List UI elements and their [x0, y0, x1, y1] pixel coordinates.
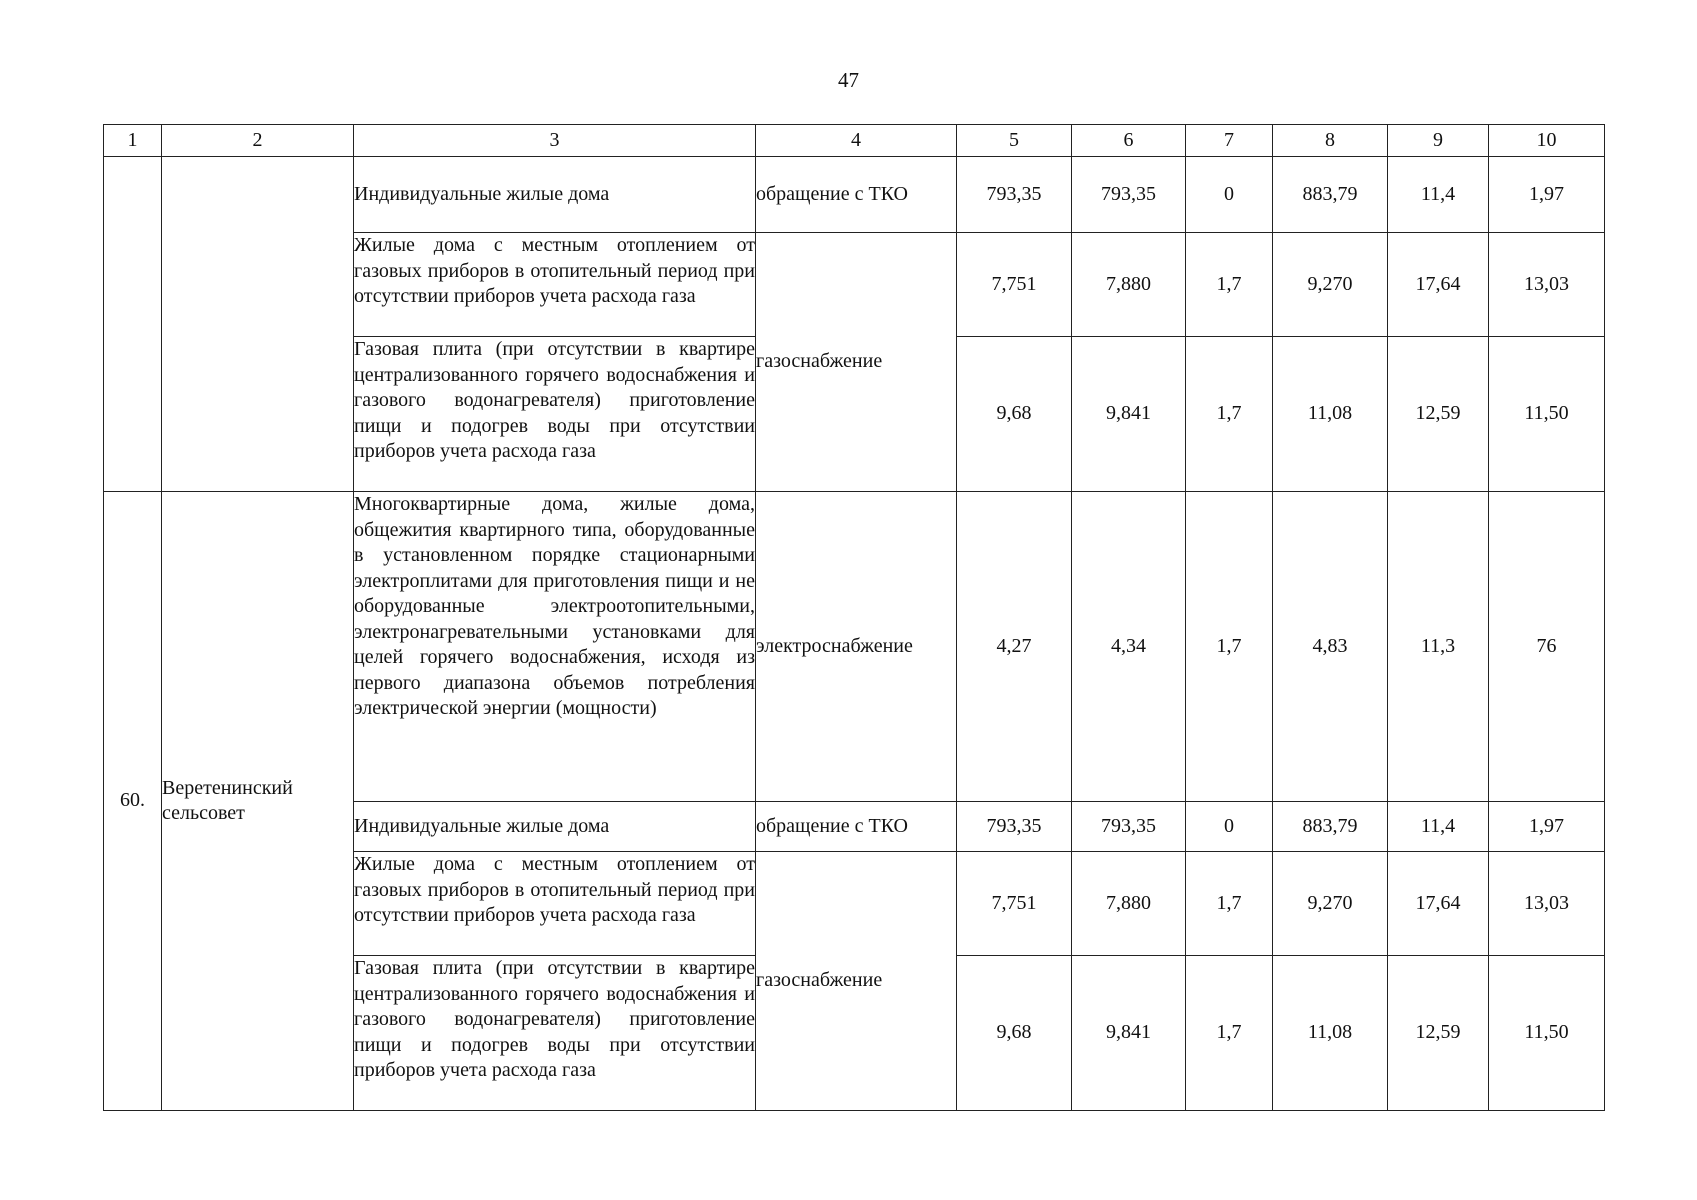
header-col-8: 8: [1273, 125, 1388, 157]
value-cell-col10: 76: [1489, 492, 1605, 802]
value-cell-col7: 0: [1186, 802, 1273, 852]
header-col-3: 3: [354, 125, 756, 157]
service-type-cell: электроснабжение: [756, 492, 957, 802]
consumer-category-cell: Газовая плита (при отсутствии в квартире централизованного горячего водоснабжения и газового водонагревателя) приготовление пищи и подогрев воды при отсутствии приборов учета расхода газа: [354, 337, 756, 492]
value-cell-col9: 11,4: [1388, 802, 1489, 852]
value-cell-col7: 1,7: [1186, 956, 1273, 1111]
value-cell-col8: 9,270: [1273, 852, 1388, 956]
header-col-2: 2: [162, 125, 354, 157]
value-cell-col10: 1,97: [1489, 157, 1605, 233]
value-cell-col9: 17,64: [1388, 233, 1489, 337]
value-cell-col7: 1,7: [1186, 337, 1273, 492]
value-cell-col8: 9,270: [1273, 233, 1388, 337]
municipality-cell: Веретенинский сельсовет: [162, 492, 354, 1111]
value-cell-col6: 4,34: [1072, 492, 1186, 802]
tariff-table: [103, 124, 1605, 1111]
header-col-6: 6: [1072, 125, 1186, 157]
consumer-category-cell: Индивидуальные жилые дома: [354, 802, 756, 852]
value-cell-col7: 1,7: [1186, 233, 1273, 337]
value-cell-col5: 793,35: [957, 157, 1072, 233]
header-col-5: 5: [957, 125, 1072, 157]
value-cell-col6: 793,35: [1072, 157, 1186, 233]
service-type-cell: газоснабжение: [756, 233, 957, 492]
header-col-7: 7: [1186, 125, 1273, 157]
value-cell-col10: 13,03: [1489, 233, 1605, 337]
table-body: [104, 157, 1605, 1111]
municipality-cell: [162, 157, 354, 492]
service-type-cell: обращение с ТКО: [756, 802, 957, 852]
value-cell-col6: 9,841: [1072, 956, 1186, 1111]
consumer-category-cell: Многоквартирные дома, жилые дома, общежития квартирного типа, оборудованные в установленном порядке стационарными электроплитами для приготовления пищи и не оборудованные электроотопительными, электронагревательными установками для целей горячего водоснабжения, исходя из первого диапазона объемов потребления электрической энергии (мощности): [354, 492, 756, 802]
value-cell-col9: 11,3: [1388, 492, 1489, 802]
value-cell-col10: 13,03: [1489, 852, 1605, 956]
value-cell-col8: 883,79: [1273, 157, 1388, 233]
consumer-category-cell: Жилые дома с местным отоплением от газовых приборов в отопительный период при отсутствии приборов учета расхода газа: [354, 233, 756, 337]
value-cell-col10: 1,97: [1489, 802, 1605, 852]
header-col-1: 1: [104, 125, 162, 157]
header-col-9: 9: [1388, 125, 1489, 157]
value-cell-col5: 7,751: [957, 852, 1072, 956]
value-cell-col7: 1,7: [1186, 492, 1273, 802]
table-header: [104, 125, 1605, 157]
value-cell-col8: 4,83: [1273, 492, 1388, 802]
header-col-10: 10: [1489, 125, 1605, 157]
table-row: [104, 157, 1605, 233]
value-cell-col7: 1,7: [1186, 852, 1273, 956]
value-cell-col6: 793,35: [1072, 802, 1186, 852]
value-cell-col5: 4,27: [957, 492, 1072, 802]
value-cell-col9: 11,4: [1388, 157, 1489, 233]
table-row: [104, 492, 1605, 802]
value-cell-col5: 7,751: [957, 233, 1072, 337]
service-type-cell: газоснабжение: [756, 852, 957, 1111]
value-cell-col5: 9,68: [957, 337, 1072, 492]
value-cell-col8: 11,08: [1273, 337, 1388, 492]
value-cell-col9: 17,64: [1388, 852, 1489, 956]
row-number-cell: [104, 157, 162, 492]
value-cell-col8: 883,79: [1273, 802, 1388, 852]
value-cell-col9: 12,59: [1388, 956, 1489, 1111]
value-cell-col9: 12,59: [1388, 337, 1489, 492]
consumer-category-cell: Газовая плита (при отсутствии в квартире централизованного горячего водоснабжения и газового водонагревателя) приготовление пищи и подогрев воды при отсутствии приборов учета расхода газа: [354, 956, 756, 1111]
value-cell-col6: 9,841: [1072, 337, 1186, 492]
value-cell-col5: 793,35: [957, 802, 1072, 852]
header-row: [104, 125, 1605, 157]
consumer-category-cell: Индивидуальные жилые дома: [354, 157, 756, 233]
value-cell-col10: 11,50: [1489, 956, 1605, 1111]
value-cell-col5: 9,68: [957, 956, 1072, 1111]
row-number-cell: 60.: [104, 492, 162, 1111]
header-col-4: 4: [756, 125, 957, 157]
consumer-category-cell: Жилые дома с местным отоплением от газовых приборов в отопительный период при отсутствии приборов учета расхода газа: [354, 852, 756, 956]
value-cell-col8: 11,08: [1273, 956, 1388, 1111]
service-type-cell: обращение с ТКО: [756, 157, 957, 233]
value-cell-col7: 0: [1186, 157, 1273, 233]
value-cell-col6: 7,880: [1072, 852, 1186, 956]
value-cell-col6: 7,880: [1072, 233, 1186, 337]
page-number: 47: [838, 68, 859, 92]
value-cell-col10: 11,50: [1489, 337, 1605, 492]
